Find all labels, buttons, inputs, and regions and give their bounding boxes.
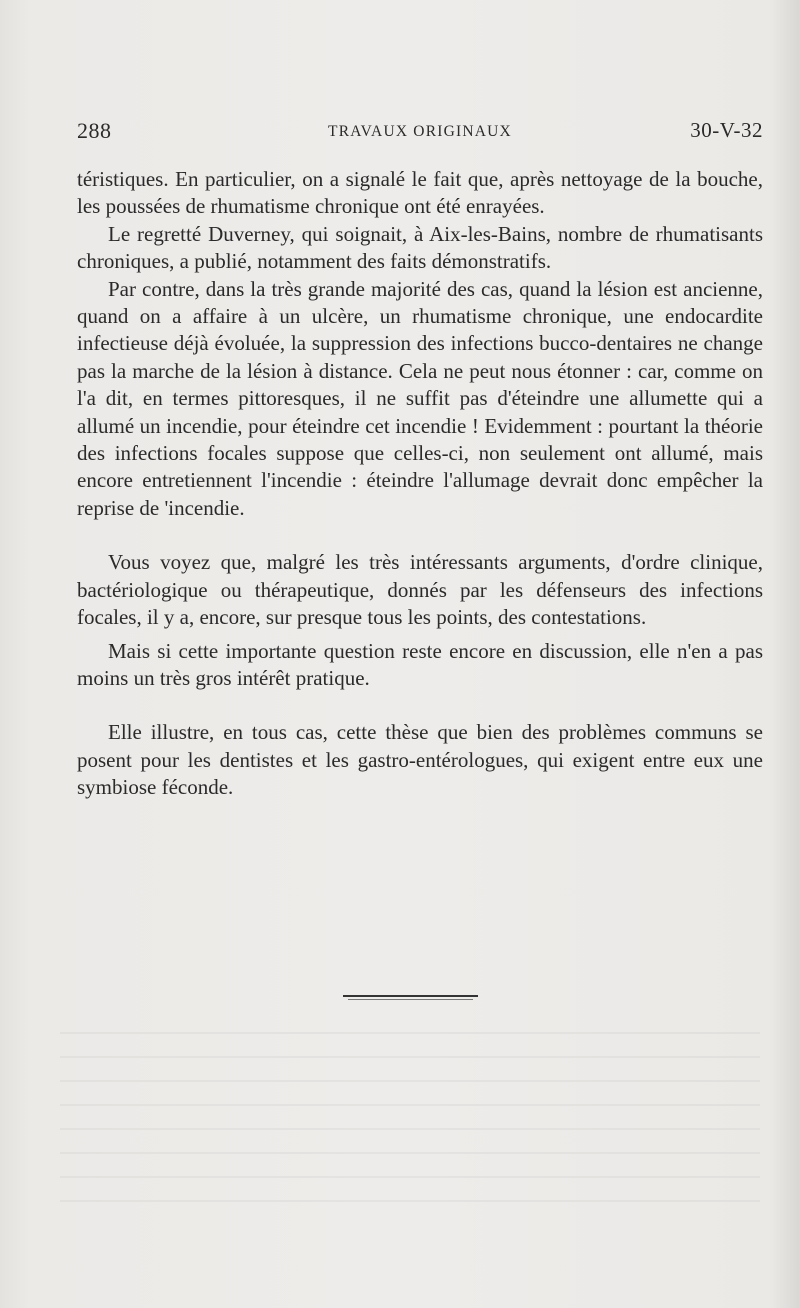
running-title: TRAVAUX ORIGINAUX bbox=[328, 123, 512, 140]
show-through-texture bbox=[60, 1010, 760, 1210]
paragraph-mais-si: Mais si cette importante question reste encore en discussion, elle n'en a pas moins un très gros intérêt pratique. bbox=[77, 638, 763, 690]
body-text bbox=[77, 166, 763, 802]
paragraph-duverney: Le regretté Duverney, qui soignait, à Aix-les-Bains, nombre de rhumatisants chroniques, a publié, notamment des faits démonstratifs. bbox=[77, 221, 763, 274]
paragraph-continuation: téristiques. En particulier, on a signalé le fait que, après nettoyage de la bouche, les poussées de rhumatisme chronique ont été enrayées. bbox=[77, 167, 763, 219]
page-header bbox=[77, 118, 763, 148]
paragraph-elle-illustre: Elle illustre, en tous cas, cette thèse que bien des problèmes communs se posent pour les dentistes et les gastro-entérologues, qui exigent entre eux une symbiose féconde. bbox=[77, 720, 763, 800]
paragraph-vous-voyez: Vous voyez que, malgré les très intéressants arguments, d'ordre clinique, bactériologique ou thérapeutique, donnés par les défenseurs des infections focales, il y a, encore, sur presque tous les points, des contestations. bbox=[77, 550, 763, 630]
page-number: 288 bbox=[77, 118, 112, 143]
paragraph-par-contre: Par contre, dans la très grande majorité des cas, quand la lésion est ancienne, quand on a affaire à un ulcère, un rhumatisme chronique, une endocardite infectieuse déjà évoluée, la suppression des infections bucco-dentaires ne change pas la marche de la lésion à distance. Cela ne peut nous étonner : car, comme on l'a dit, en termes pittoresques, il ne suffit pas d'éteindre une allumette qui a allumé un incendie, pour éteindre cet incendie ! Evidemment : pourtant la théorie des infections focales suppose que celles-ci, non seulement ont allumé, mais encore entretiennent l'incendie : éteindre l'allumage devrait donc empêcher la reprise de 'incendie. bbox=[77, 276, 763, 520]
end-rule bbox=[343, 995, 478, 997]
end-rule-thin bbox=[348, 999, 473, 1000]
issue-date: 30-V-32 bbox=[690, 118, 763, 142]
